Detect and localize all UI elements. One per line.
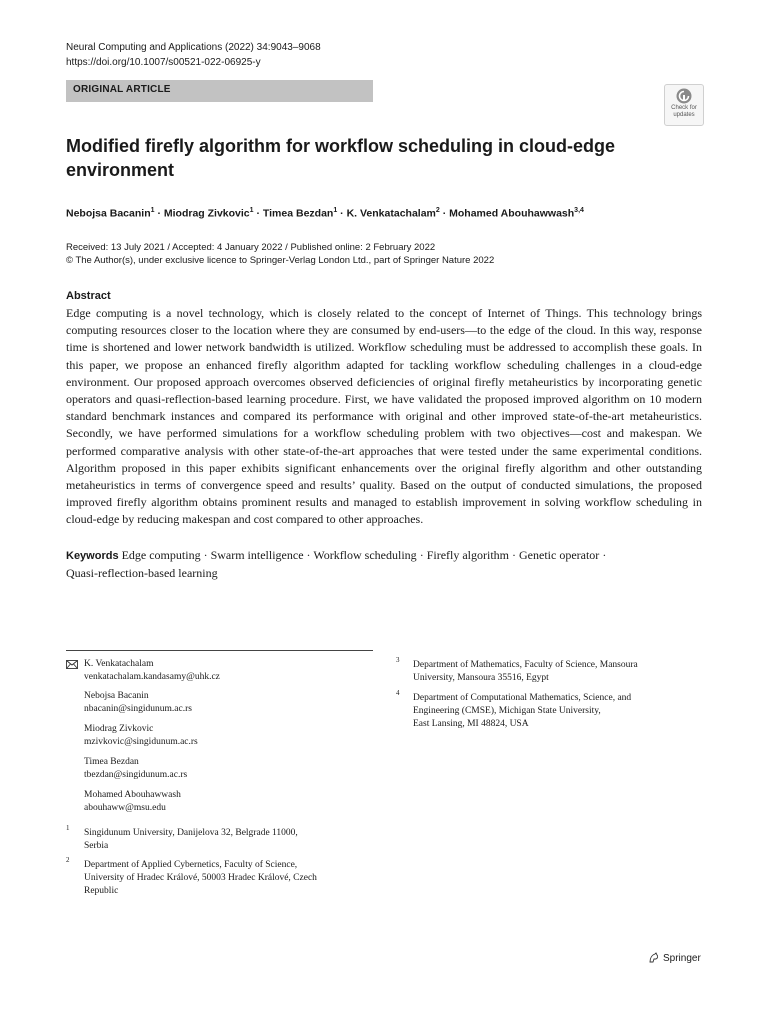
article-type-bar xyxy=(66,80,373,102)
affiliation-line: Department of Applied Cybernetics, Faculty of Science, xyxy=(84,860,298,870)
publisher-logo xyxy=(648,952,701,964)
contact-entry xyxy=(84,789,181,815)
contact-email[interactable]: mzivkovic@singidunum.ac.rs xyxy=(84,737,198,747)
contact-entry xyxy=(84,756,187,782)
springer-horse-icon xyxy=(648,952,660,964)
affiliation-line: Engineering (CMSE), Michigan State University, xyxy=(413,706,601,716)
author-affiliation-mark: 1 xyxy=(249,207,254,214)
affiliation-line: Department of Computational Mathematics, Science, and xyxy=(413,693,632,703)
keyword: Edge computing xyxy=(121,548,201,562)
article-type-label: ORIGINAL ARTICLE xyxy=(73,84,171,95)
author-name[interactable]: Miodrag Zivkovic xyxy=(163,207,250,220)
contact-name: Miodrag Zivkovic xyxy=(84,724,154,734)
keyword: Firefly algorithm xyxy=(426,548,510,562)
keyword: Genetic operator xyxy=(519,548,600,562)
keywords-block: Keywords Edge computing · Swarm intelligence · Workflow scheduling · Firefly algorithm · Genetic operator · Quasi-reflection-based learning xyxy=(66,548,607,580)
keywords-label: Keywords xyxy=(66,550,119,562)
author-affiliation-mark: 3,4 xyxy=(574,207,584,214)
footnote-divider xyxy=(66,650,373,651)
check-updates-icon xyxy=(676,88,692,104)
contact-name: Mohamed Abouhawwash xyxy=(84,790,181,800)
affiliation-line: Serbia xyxy=(84,841,109,851)
affiliation-number: 1 xyxy=(66,824,70,832)
abstract-heading: Abstract xyxy=(66,290,111,302)
author-list: Nebojsa Bacanin$^1$ · Miodrag Zivkovic$^1$ · Timea Bezdan$^1$ · K. Venkatachalam$^2$ · Mohamed Abouhawwash$^{3,4}$ xyxy=(66,207,584,220)
keyword: Quasi-reflection-based learning xyxy=(66,566,218,580)
affiliation-entry xyxy=(413,692,631,731)
author-name[interactable]: Nebojsa Bacanin xyxy=(66,207,151,220)
affiliation-number: 2 xyxy=(66,856,70,864)
check-for-updates-badge[interactable] xyxy=(664,84,704,126)
contact-email[interactable]: nbacanin@singidunum.ac.rs xyxy=(84,704,192,714)
copyright-notice: © The Author(s), under exclusive licence to Springer-Verlag London Ltd., part of Springer Nature 2022 xyxy=(66,255,495,266)
author-name[interactable]: K. Venkatachalam xyxy=(346,207,436,220)
author-name[interactable]: Timea Bezdan xyxy=(262,207,334,220)
keyword: Swarm intelligence xyxy=(210,548,304,562)
contact-entry xyxy=(84,723,198,749)
affiliation-line: East Lansing, MI 48824, USA xyxy=(413,719,529,729)
affiliation-line: Republic xyxy=(84,886,119,896)
contact-email[interactable]: venkatachalam.kandasamy@uhk.cz xyxy=(84,672,220,682)
affiliation-line: Singidunum University, Danijelova 32, Belgrade 11000, xyxy=(84,828,298,838)
contact-email[interactable]: tbezdan@singidunum.ac.rs xyxy=(84,770,188,780)
publisher-name: Springer xyxy=(663,952,701,964)
doi-link[interactable]: https://doi.org/10.1007/s00521-022-06925-y xyxy=(66,57,261,68)
author-name[interactable]: Mohamed Abouhawwash xyxy=(449,207,575,220)
contact-entry xyxy=(84,690,192,716)
check-updates-text-2: updates xyxy=(673,112,695,118)
contact-entry xyxy=(84,658,220,684)
envelope-icon xyxy=(66,660,78,669)
affiliation-entry xyxy=(84,859,317,898)
affiliation-number: 3 xyxy=(396,656,400,664)
keyword: Workflow scheduling xyxy=(313,548,417,562)
publication-dates: Received: 13 July 2021 / Accepted: 4 January 2022 / Published online: 2 February 2022 xyxy=(66,242,436,253)
affiliation-entry xyxy=(84,827,298,853)
affiliation-entry xyxy=(413,659,638,685)
author-affiliation-mark: 2 xyxy=(435,207,440,214)
author-affiliation-mark: 1 xyxy=(150,207,155,214)
contact-email[interactable]: abouhaww@msu.edu xyxy=(84,803,166,813)
contact-name: Timea Bezdan xyxy=(84,757,139,767)
affiliation-number: 4 xyxy=(396,689,400,697)
contact-name: Nebojsa Bacanin xyxy=(84,691,149,701)
abstract-text: Edge computing is a novel technology, which is closely related to the concept of Internet of Things. This technology brings computing resources closer to the location where they are consumed by end-users—to the edge of the cloud. In this way, response time is shortened and lower network bandwidth is utilized. Workflow scheduling must be addressed to accomplish these goals. In this paper, we propose an enhanced firefly algorithm adapted for tackling workflow scheduling challenges in a cloud-edge environment. Our proposed approach overcomes observed deficiencies of original firefly metaheuristics by incorporating genetic operators and quasi-reflection-based learning procedure. First, we have validated the proposed improved algorithm on 10 modern standard benchmark instances and compared its performance with original and other improved state-of-the-art metaheuristics. Secondly, we have performed simulations for a workflow scheduling problem with two objectives—cost and makespan. We performed comparative analysis with other state-of-the-art approaches that were tested under the same experimental conditions. Algorithm proposed in this paper exhibits significant enhancements over the original firefly algorithm and other outstanding metaheuristics in terms of convergence speed and results’ quality. Based on the output of conducted simulations, the proposed improved firefly algorithm obtains prominent results and managed to establish improvement in solving workflow scheduling in cloud-edge by reducing makespan and cost compared to other approaches. xyxy=(66,306,702,527)
author-affiliation-mark: 1 xyxy=(333,207,338,214)
contact-name: K. Venkatachalam xyxy=(84,659,154,669)
check-updates-text-1: Check for xyxy=(671,105,697,111)
affiliation-line: University of Hradec Králové, 50003 Hradec Králové, Czech xyxy=(84,873,317,883)
affiliation-line: Department of Mathematics, Faculty of Science, Mansoura xyxy=(413,660,638,670)
paper-title: Modified firefly algorithm for workflow scheduling in cloud-edge environment xyxy=(66,136,616,180)
journal-citation: Neural Computing and Applications (2022) 34:9043–9068 xyxy=(66,42,321,53)
affiliation-line: University, Mansoura 35516, Egypt xyxy=(413,673,549,683)
